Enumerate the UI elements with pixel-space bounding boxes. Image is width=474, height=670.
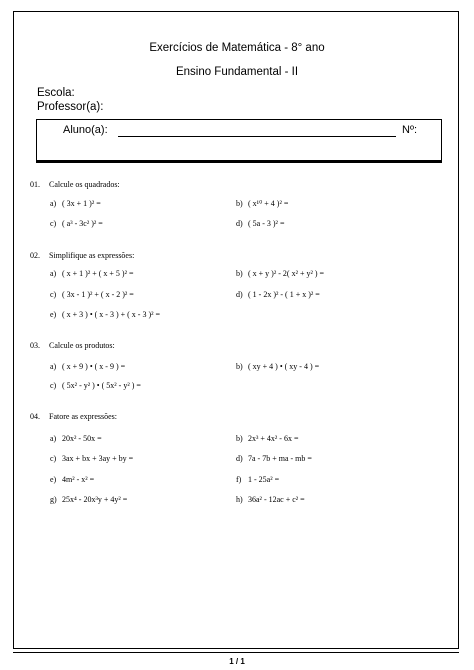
student-label: Aluno(a): (63, 124, 108, 136)
question-4-item-h: h) 36a² - 12ac + c² = (236, 495, 305, 504)
question-3-item-c: c) ( 5x² - y² ) • ( 5x² - y² ) = (50, 381, 141, 390)
question-4-item-f: f) 1 - 25a² = (236, 475, 280, 484)
number-label: Nº: (402, 124, 418, 136)
question-2-title (30, 251, 134, 260)
page-title: Exercícios de Matemática - 8° ano (149, 42, 325, 54)
question-1-title (30, 180, 120, 189)
question-4-item-d: d) 7a - 7b + ma - mb = (236, 454, 312, 463)
question-4-item-a: a) 20x² - 50x = (50, 434, 102, 443)
question-1-item-d: d) ( 5a - 3 )² = (236, 219, 285, 228)
question-2-item-c: c) ( 3x - 1 )² + ( x - 2 )² = (50, 290, 134, 299)
question-3-number: 03. (30, 341, 40, 350)
question-2-item-d: d) ( 1 - 2x )² - ( 1 + x )² = (236, 290, 320, 299)
question-4-title (30, 412, 117, 421)
question-1-item-c: c) ( a³ - 3c² )² = (50, 219, 103, 228)
student-info-box (36, 119, 442, 163)
question-3-item-b: b) ( xy + 4 ) • ( xy - 4 ) = (236, 362, 320, 371)
question-3-title (30, 341, 115, 350)
page-subtitle: Ensino Fundamental - II (175, 66, 299, 78)
question-2-prompt: Simplifique as expressões: (49, 251, 135, 260)
question-3-item-a: a) ( x + 9 ) • ( x - 9 ) = (50, 362, 126, 371)
question-4-number: 04. (30, 412, 40, 421)
question-2-item-b: b) ( x + y )² - 2( x² + y² ) = (236, 269, 325, 278)
question-1-prompt: Calcule os quadrados: (49, 180, 120, 189)
question-3-prompt: Calcule os produtos: (49, 341, 115, 350)
school-label: Escola: (37, 87, 75, 99)
student-name-line[interactable] (118, 136, 396, 137)
footer-separator (13, 652, 459, 653)
question-2-item-a: a) ( x + 1 )² + ( x + 5 )² = (50, 269, 134, 278)
question-4-item-c: c) 3ax + bx + 3ay + by = (50, 454, 134, 463)
question-1-item-b: b) ( x¹⁰ + 4 )² = (236, 199, 289, 208)
question-1-item-a: a) ( 3x + 1 )² = (50, 199, 101, 208)
question-4-item-b: b) 2x³ + 4x² - 6x = (236, 434, 299, 443)
question-4-item-g: g) 25x⁴ - 20x³y + 4y² = (50, 495, 128, 504)
question-4-item-e: e) 4m² - x² = (50, 475, 95, 484)
page-number: 1 / 1 (229, 657, 245, 666)
question-4-prompt: Fatore as expressões: (49, 412, 117, 421)
question-1-number: 01. (30, 180, 40, 189)
question-2-number: 02. (30, 251, 40, 260)
question-2-item-e: e) ( x + 3 ) • ( x - 3 ) + ( x - 3 )² = (50, 310, 161, 319)
teacher-label: Professor(a): (37, 101, 104, 113)
